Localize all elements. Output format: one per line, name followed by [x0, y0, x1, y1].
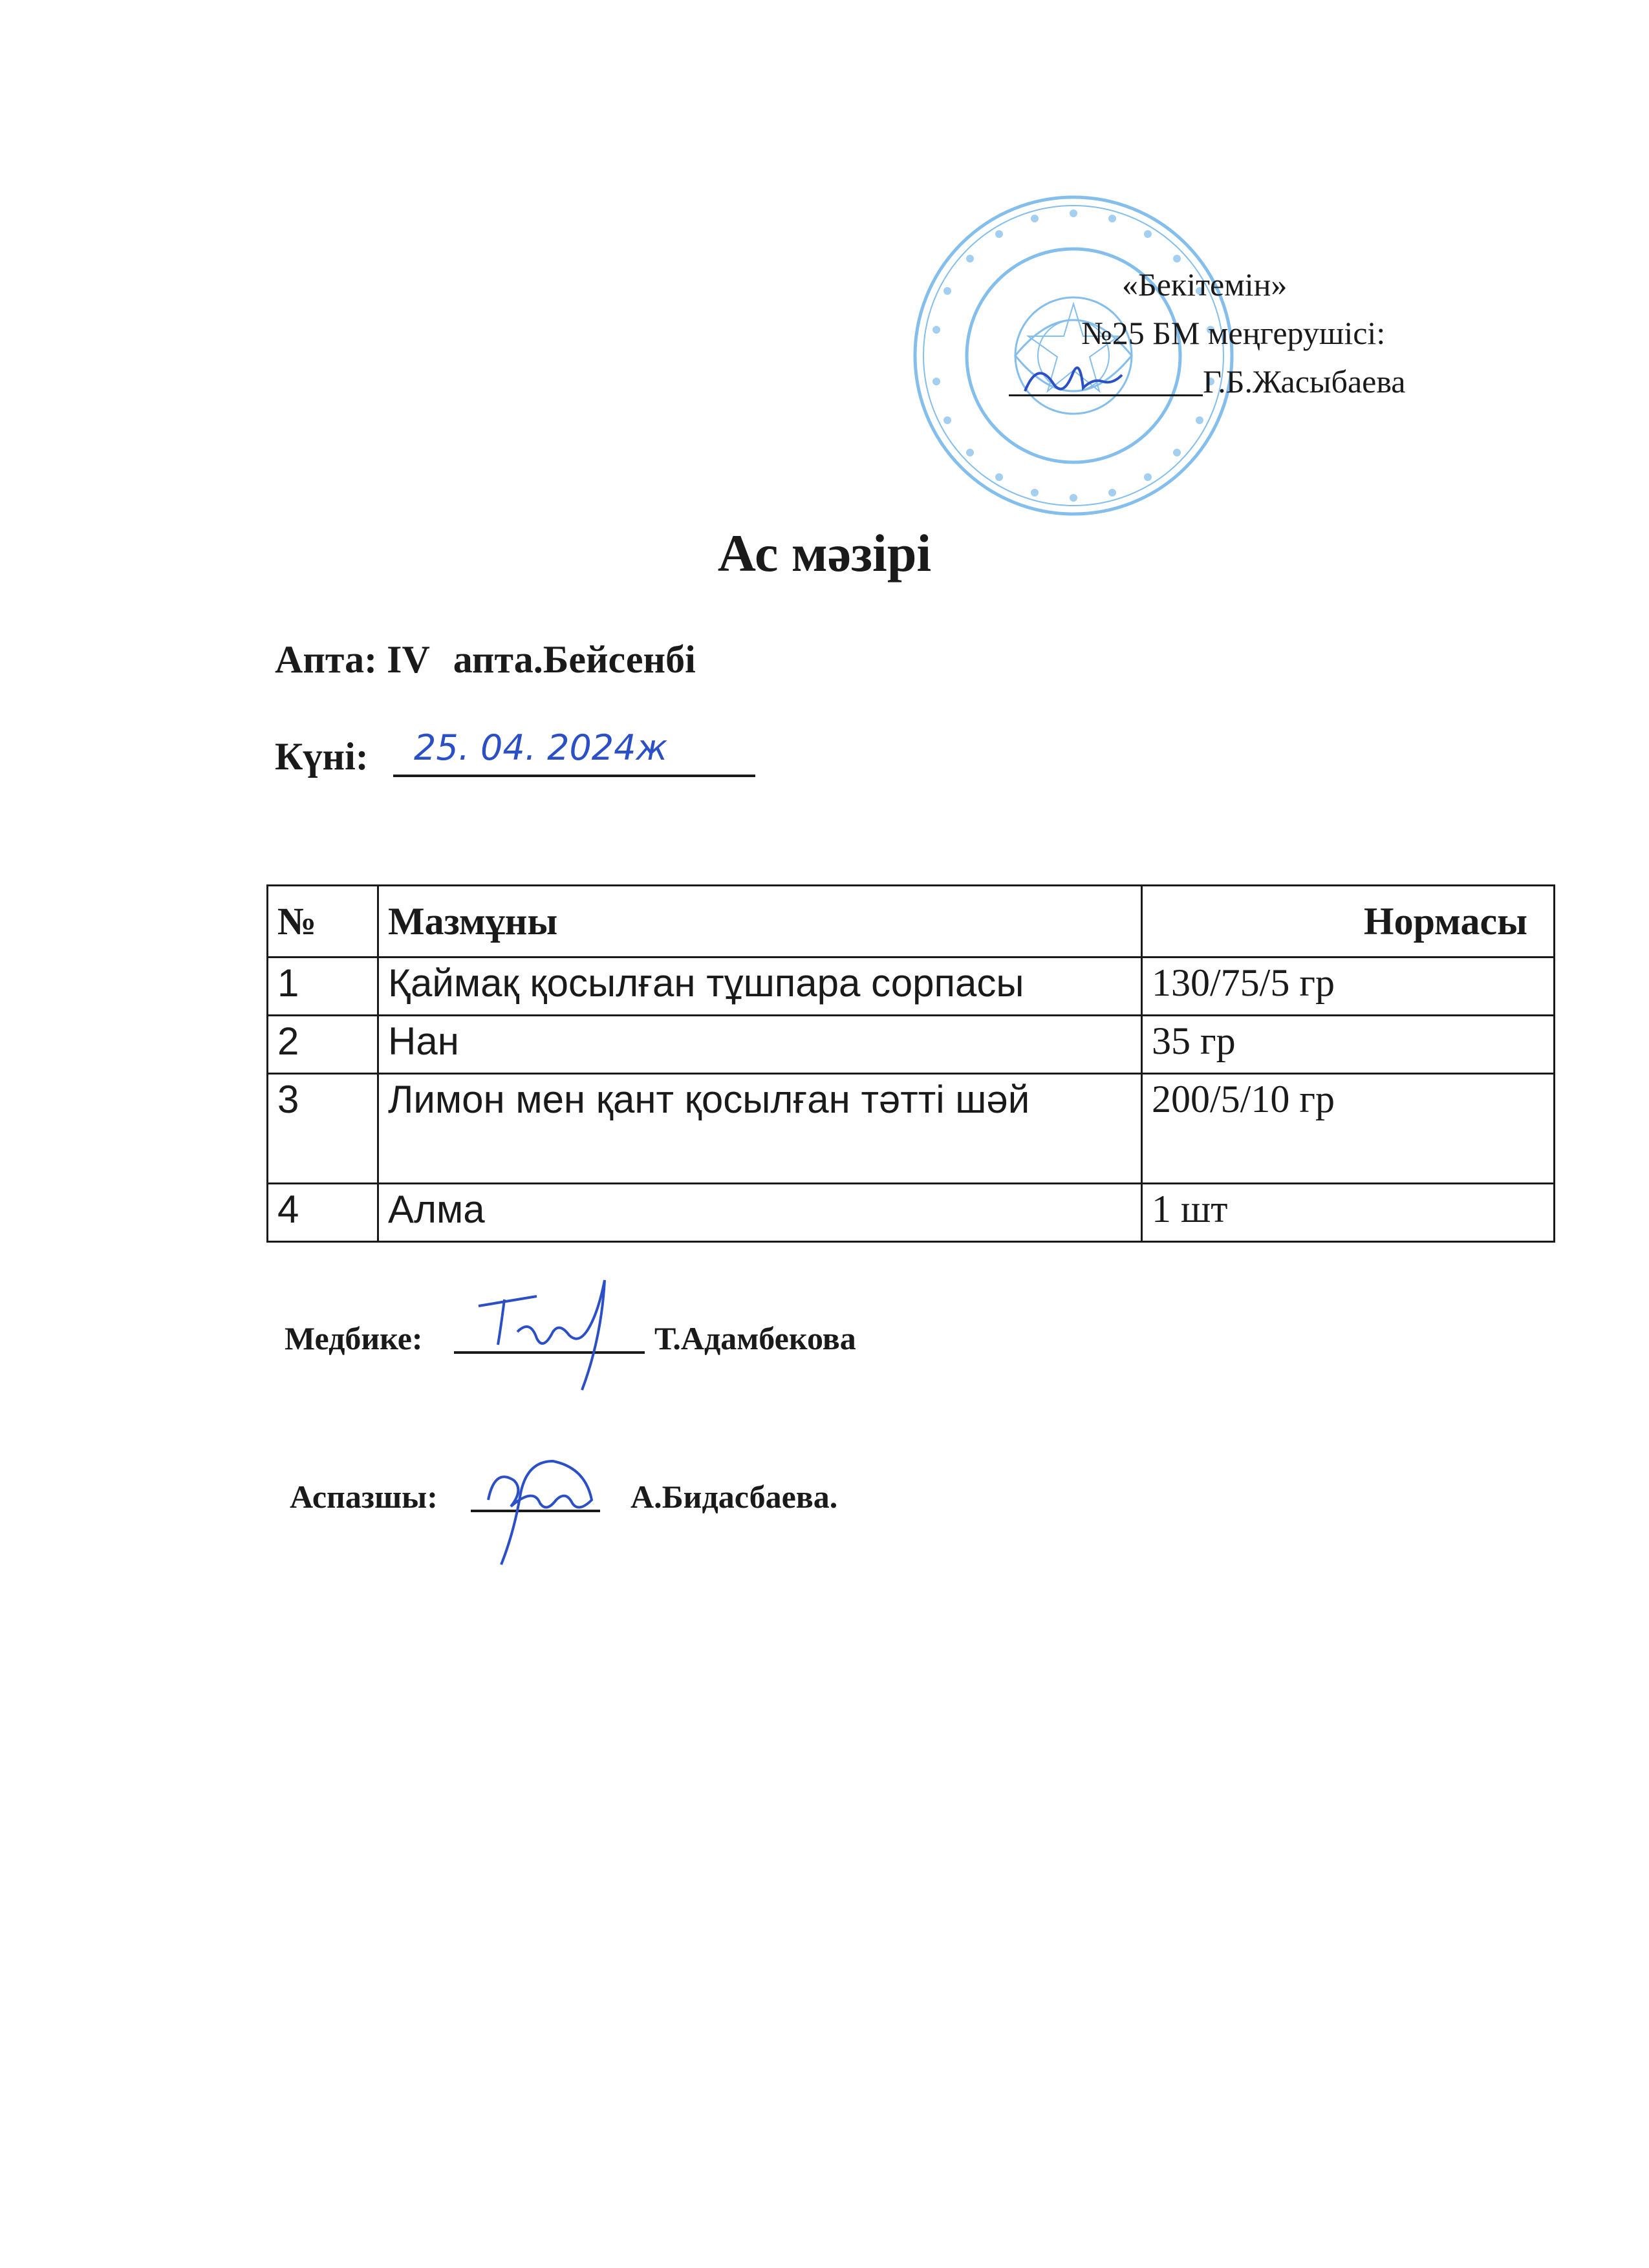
approval-heading: «Бекітемін»	[1122, 266, 1288, 303]
cook-name: А.Бидасбаева.	[630, 1479, 838, 1515]
nurse-label: Медбике:	[285, 1320, 423, 1356]
cook-signature	[475, 1442, 605, 1571]
table-row	[268, 957, 1555, 1016]
row-norm: 35 гр	[1142, 1016, 1555, 1074]
week-suffix: апта.Бейсенбі	[453, 638, 696, 681]
week-value: IV	[387, 638, 429, 681]
approval-position: №25 БМ меңгерушісі:	[1081, 315, 1386, 351]
row-number: 3	[268, 1074, 378, 1184]
row-content: Алма	[378, 1184, 1142, 1242]
header-norm: Нормасы	[1142, 886, 1555, 957]
table-header-row	[268, 886, 1555, 957]
menu-table	[266, 884, 1555, 1243]
row-content: Нан	[378, 1016, 1142, 1074]
week-line	[275, 640, 696, 679]
date-underline	[393, 775, 755, 777]
date-label: Күні:	[275, 735, 369, 778]
nurse-name: Т.Адамбекова	[654, 1320, 856, 1356]
row-norm: 1 шт	[1142, 1184, 1555, 1242]
page-title: Ас мәзірі	[717, 524, 932, 583]
row-content: Қаймақ қосылған тұшпара сорпасы	[378, 957, 1142, 1016]
header-content: Мазмұны	[378, 886, 1142, 957]
cook-label: Аспазшы:	[290, 1479, 438, 1515]
director-signature	[1018, 352, 1128, 404]
table-row	[268, 1074, 1555, 1184]
row-number: 1	[268, 957, 378, 1016]
nurse-signature	[466, 1267, 634, 1396]
row-content: Лимон мен қант қосылған тәтті шәй	[378, 1074, 1142, 1184]
header-number: №	[268, 886, 378, 957]
table-row	[268, 1016, 1555, 1074]
row-number: 2	[268, 1016, 378, 1074]
date-handwritten-value: 25. 04. 2024ж	[414, 727, 668, 768]
table-row	[268, 1184, 1555, 1242]
row-norm: 200/5/10 гр	[1142, 1074, 1555, 1184]
approval-name: Г.Б.Жасыбаева	[1203, 363, 1406, 400]
week-label: Апта:	[275, 638, 378, 681]
row-norm: 130/75/5 гр	[1142, 957, 1555, 1016]
row-number: 4	[268, 1184, 378, 1242]
